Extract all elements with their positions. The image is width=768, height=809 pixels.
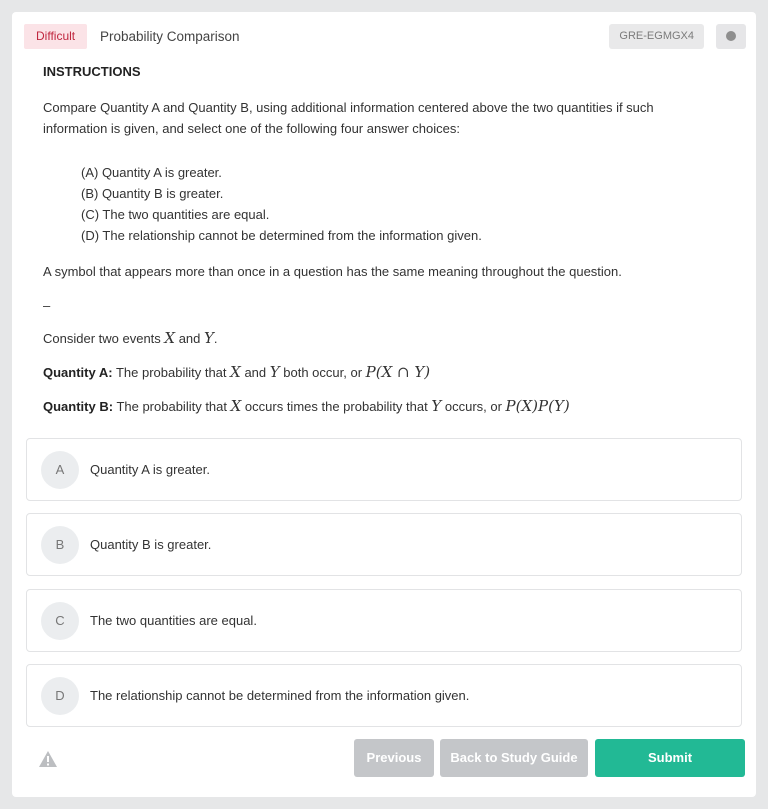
quantity-b-expression: P(X)P(Y) <box>505 397 570 415</box>
symbol-note: A symbol that appears more than once in a question has the same meaning throughout the question. <box>43 264 622 279</box>
instruction-choice: (B) Quantity B is greater. <box>81 186 224 201</box>
option-text: Quantity A is greater. <box>90 462 210 477</box>
instructions-choices <box>81 162 482 246</box>
stem-text: Consider two events <box>43 331 165 346</box>
instructions-intro: Compare Quantity A and Quantity B, using additional information centered above the two quantities if such information is given, and select one of the following four answer choices: <box>43 100 654 136</box>
answer-option-b[interactable] <box>26 513 742 576</box>
question-card <box>12 12 756 797</box>
quantity-a-label: Quantity A: <box>43 365 113 380</box>
warning-icon[interactable] <box>38 750 58 768</box>
previous-button[interactable]: Previous <box>354 739 434 777</box>
quantity-b-text: The probability that <box>113 399 231 414</box>
quantity-b-text: occurs, or <box>441 399 506 414</box>
submit-button[interactable]: Submit <box>595 739 745 777</box>
option-letter: D <box>41 677 79 715</box>
question-id-badge[interactable]: GRE-EGMGX4 <box>609 24 704 49</box>
option-letter: A <box>41 451 79 489</box>
math-y: Y <box>269 363 280 381</box>
quantity-b-text: occurs times the probability that <box>241 399 432 414</box>
footer-bar <box>12 739 756 779</box>
instruction-choice: (A) Quantity A is greater. <box>81 165 222 180</box>
quantity-b <box>43 396 570 417</box>
difficulty-badge: Difficult <box>24 24 87 49</box>
option-letter: B <box>41 526 79 564</box>
math-x: X <box>164 329 176 347</box>
option-letter: C <box>41 602 79 640</box>
quantity-a-text: and <box>240 365 270 380</box>
stem-text: . <box>213 331 218 346</box>
quantity-a <box>43 362 430 383</box>
topic-title: Probability Comparison <box>100 29 240 44</box>
quantity-a-text: The probability that <box>112 365 231 380</box>
quantity-a-text: both occur, or <box>279 365 366 380</box>
option-text: The relationship cannot be determined from the information given. <box>90 688 470 703</box>
instructions-title: INSTRUCTIONS <box>43 64 141 79</box>
math-x: X <box>230 363 241 381</box>
instruction-choice: (C) The two quantities are equal. <box>81 207 270 222</box>
answer-option-c[interactable] <box>26 589 742 652</box>
option-text: The two quantities are equal. <box>90 613 257 628</box>
status-toggle-button[interactable] <box>716 24 746 49</box>
math-y: Y <box>431 397 442 415</box>
stem-text: and <box>175 331 205 346</box>
option-text: Quantity B is greater. <box>90 537 212 552</box>
question-stem <box>43 328 218 349</box>
separator: – <box>43 298 51 313</box>
instruction-choice: (D) The relationship cannot be determined from the information given. <box>81 228 482 243</box>
dot-icon <box>726 31 736 41</box>
math-y: Y <box>204 329 214 347</box>
math-x: X <box>230 397 242 415</box>
answer-option-d[interactable] <box>26 664 742 727</box>
quantity-b-label: Quantity B: <box>43 399 114 414</box>
answer-option-a[interactable] <box>26 438 742 501</box>
back-to-study-guide-button[interactable]: Back to Study Guide <box>440 739 588 777</box>
question-header <box>24 24 746 50</box>
quantity-a-expression: P(X ∩ Y) <box>365 363 431 381</box>
